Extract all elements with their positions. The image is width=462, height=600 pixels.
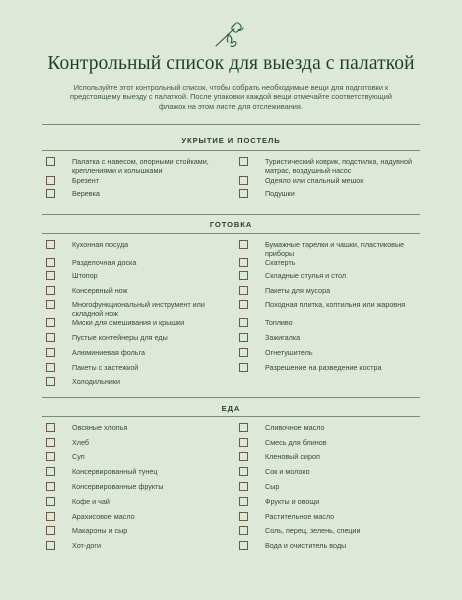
checkbox[interactable] (46, 526, 55, 535)
checkbox[interactable] (46, 240, 55, 249)
checkbox[interactable] (46, 318, 55, 327)
checklist-item (46, 189, 222, 198)
item-label: Сок и молоко (265, 467, 310, 476)
checklist-item (46, 438, 222, 447)
checkbox[interactable] (46, 363, 55, 372)
item-label: Вода и очиститель воды (265, 541, 347, 550)
section-divider (42, 416, 420, 417)
checkbox[interactable] (46, 467, 55, 476)
item-label: Растительное масло (265, 512, 335, 521)
checklist-item (46, 286, 222, 295)
checkbox[interactable] (239, 423, 248, 432)
checklist-item (46, 348, 222, 357)
item-label: Смесь для блинов (265, 438, 327, 447)
item-label: Суп (72, 452, 85, 461)
section-title-shelter: УКРЫТИЕ И ПОСТЕЛЬ (181, 136, 281, 145)
item-label: Подушки (265, 189, 295, 198)
item-label: Миски для смешивания и крышки (72, 318, 185, 327)
item-label: Зажигалка (265, 333, 301, 342)
item-label: Сыр (265, 482, 280, 491)
checklist-item (46, 157, 222, 175)
item-label: Фрукты и овощи (265, 497, 320, 506)
item-label: Брезент (72, 176, 100, 185)
section-divider (42, 124, 420, 125)
checkbox[interactable] (239, 258, 248, 267)
item-label: Сливочное масло (265, 423, 325, 432)
item-label: Скатерть (265, 258, 296, 267)
item-label: Кофе и чай (72, 497, 110, 506)
checkbox[interactable] (46, 541, 55, 550)
checkbox[interactable] (46, 258, 55, 267)
item-label: Складные стулья и стол (265, 271, 347, 280)
checklist-item (46, 271, 222, 280)
item-label: Хот-доги (72, 541, 102, 550)
item-label: Разрешение на разведение костра (265, 363, 382, 372)
checkbox[interactable] (239, 541, 248, 550)
checkbox[interactable] (239, 482, 248, 491)
item-label: Кухонная посуда (72, 240, 129, 249)
section-divider (42, 150, 420, 151)
checklist-item (46, 300, 222, 318)
checklist-item (46, 318, 222, 327)
checklist-item (239, 271, 425, 280)
checklist-item (239, 541, 425, 550)
checkbox[interactable] (239, 526, 248, 535)
checkbox[interactable] (46, 176, 55, 185)
item-label: Огнетушитель (265, 348, 313, 357)
checklist-item (46, 467, 222, 476)
checklist-item (46, 377, 222, 386)
checkbox[interactable] (46, 423, 55, 432)
checklist-item (239, 512, 425, 521)
checklist-item (239, 467, 425, 476)
checkbox[interactable] (239, 467, 248, 476)
checklist-item (239, 438, 425, 447)
checkbox[interactable] (46, 157, 55, 166)
checkbox[interactable] (239, 497, 248, 506)
item-label: Консервированный тунец (72, 467, 158, 476)
checklist-item (46, 363, 222, 372)
checklist-item (239, 176, 425, 185)
checklist-item (46, 512, 222, 521)
checkbox[interactable] (239, 333, 248, 342)
section-title-food: ЕДА (221, 404, 241, 413)
item-label: Соль, перец, зелень, специи (265, 526, 361, 535)
item-label: Пакеты с застежкой (72, 363, 139, 372)
checklist-item (46, 541, 222, 550)
checklist-item (46, 482, 222, 491)
checklist-item (239, 300, 425, 309)
checklist-item (46, 333, 222, 342)
checklist-item (46, 526, 222, 535)
checklist-item (239, 333, 425, 342)
item-label: Арахисовое масло (72, 512, 135, 521)
item-label: Туристический коврик, подстилка, надувной матрас, воздушный насос (265, 157, 412, 175)
checklist-item (239, 318, 425, 327)
checkbox[interactable] (239, 318, 248, 327)
checkbox[interactable] (46, 271, 55, 280)
item-label: Разделочная доска (72, 258, 137, 267)
checkbox[interactable] (46, 189, 55, 198)
item-label: Пустые контейнеры для еды (72, 333, 168, 342)
checkbox[interactable] (239, 512, 248, 521)
checklist-item (46, 240, 222, 249)
section-divider (42, 397, 420, 398)
item-label: Многофункциональный инструмент или складной нож (72, 300, 205, 318)
checklist-item (239, 423, 425, 432)
checkbox[interactable] (239, 286, 248, 295)
checkbox[interactable] (239, 438, 248, 447)
item-label: Веревка (72, 189, 100, 198)
checklist-item (239, 189, 425, 198)
checklist-item (239, 363, 425, 372)
checklist-item (239, 157, 425, 175)
item-label: Одеяло или спальный мешок (265, 176, 364, 185)
checkbox[interactable] (239, 363, 248, 372)
checkbox[interactable] (46, 377, 55, 386)
section-divider (42, 233, 420, 234)
item-label: Пакеты для мусора (265, 286, 331, 295)
checklist-item (239, 452, 425, 461)
item-label: Хлеб (72, 438, 90, 447)
checkbox[interactable] (46, 512, 55, 521)
checkbox[interactable] (239, 157, 248, 166)
checklist-item (46, 176, 222, 185)
checkbox[interactable] (239, 348, 248, 357)
intro-text: Используйте этот контрольный список, чтобы собрать необходимые вещи для подготовки к предстоящему выезду с палаткой. После упаковки каждой вещи отмечайте соответствующий флажок на этом листе для отслеживания. (69, 83, 393, 111)
checkbox[interactable] (239, 452, 248, 461)
checkbox[interactable] (46, 348, 55, 357)
checklist-item (239, 258, 425, 267)
checkbox[interactable] (46, 438, 55, 447)
checkbox[interactable] (239, 176, 248, 185)
checkbox[interactable] (239, 189, 248, 198)
item-label: Бумажные тарелки и чашки, пластиковые приборы (265, 240, 405, 258)
item-label: Овсяные хлопья (72, 423, 128, 432)
checklist-item (239, 240, 425, 258)
section-title-cooking: ГОТОВКА (209, 220, 253, 229)
checkbox[interactable] (46, 482, 55, 491)
marshmallow-roast-icon (212, 20, 248, 50)
checkbox[interactable] (46, 333, 55, 342)
checklist-item (46, 452, 222, 461)
item-label: Топливо (265, 318, 293, 327)
checklist-item (46, 497, 222, 506)
checklist-item (239, 348, 425, 357)
checklist-item (239, 497, 425, 506)
checkbox[interactable] (239, 271, 248, 280)
checklist-item (239, 526, 425, 535)
page-title: Контрольный список для выезда с палаткой (47, 53, 415, 74)
item-label: Палатка с навесом, опорными стойками, креплениями и колышками (72, 157, 209, 175)
section-divider (42, 214, 420, 215)
item-label: Консервированные фрукты (72, 482, 164, 491)
checklist-item (239, 482, 425, 491)
item-label: Походная плитка, коптильня или жаровня (265, 300, 406, 309)
checkbox[interactable] (239, 240, 248, 249)
checkbox[interactable] (46, 286, 55, 295)
checkbox[interactable] (46, 497, 55, 506)
item-label: Кленовый сироп (265, 452, 320, 461)
checkbox[interactable] (239, 300, 248, 309)
item-label: Алюминиевая фольга (72, 348, 146, 357)
item-label: Макароны и сыр (72, 526, 128, 535)
item-label: Консервный нож (72, 286, 128, 295)
checklist-item (46, 423, 222, 432)
checklist-item (239, 286, 425, 295)
item-label: Холодильники (72, 377, 120, 386)
checkbox[interactable] (46, 300, 55, 309)
item-label: Штопор (72, 271, 98, 280)
checklist-item (46, 258, 222, 267)
checkbox[interactable] (46, 452, 55, 461)
